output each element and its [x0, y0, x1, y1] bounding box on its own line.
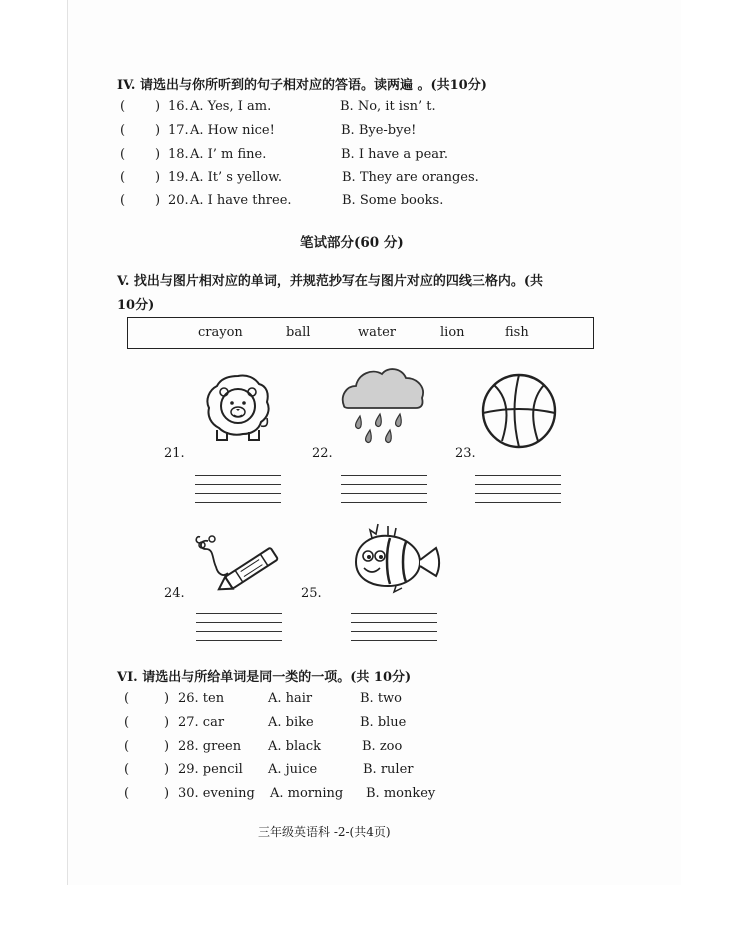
- option-b: B. No, it isn’ t.: [340, 99, 436, 114]
- ball-icon: [480, 373, 558, 449]
- answer-paren-open[interactable]: (: [120, 99, 126, 114]
- picture-number: 23.: [455, 446, 476, 461]
- option-a: A. morning: [270, 786, 344, 801]
- picture-number: 24.: [164, 586, 185, 601]
- option-b: B. ruler: [363, 762, 414, 777]
- answer-paren-open[interactable]: (: [124, 739, 130, 754]
- writing-lines[interactable]: [341, 475, 427, 511]
- option-a: 19.: [168, 170, 189, 185]
- answer-paren-close: ): [164, 691, 170, 706]
- answer-paren-open[interactable]: (: [120, 170, 126, 185]
- option-a-text: A. It’ s yellow.: [190, 170, 282, 185]
- given-word: 27. car: [178, 715, 225, 730]
- answer-paren-open[interactable]: (: [124, 762, 130, 777]
- writing-lines[interactable]: [351, 613, 437, 649]
- answer-paren-close: ): [155, 123, 161, 138]
- answer-paren-open[interactable]: (: [124, 691, 130, 706]
- section5-heading: V. 找出与图片相对应的单词，并规范抄写在与图片对应的四线三格内。(共: [117, 274, 544, 289]
- answer-paren-open[interactable]: (: [124, 715, 130, 730]
- writing-lines[interactable]: [196, 613, 282, 649]
- option-a: 20.: [168, 193, 189, 208]
- option-b: B. Some books.: [342, 193, 444, 208]
- answer-paren-close: ): [164, 762, 170, 777]
- answer-paren-close: ): [164, 786, 170, 801]
- answer-paren-close: ): [155, 99, 161, 114]
- answer-paren-open[interactable]: (: [120, 123, 126, 138]
- answer-paren-close: ): [155, 147, 161, 162]
- word-bank: [127, 317, 594, 349]
- word-bank-item: fish: [505, 325, 529, 340]
- option-b: B. monkey: [366, 786, 436, 801]
- option-b: B. blue: [360, 715, 407, 730]
- option-a: 17.: [168, 123, 189, 138]
- rain-cloud-icon: [340, 366, 426, 448]
- option-a: A. bike: [268, 715, 314, 730]
- option-a: A. hair: [268, 691, 313, 706]
- given-word: 29. pencil: [178, 762, 243, 777]
- option-a-text: A. I’ m fine.: [190, 147, 267, 162]
- fish-icon: [350, 520, 440, 592]
- option-b: B. two: [360, 691, 402, 706]
- word-bank-item: water: [358, 325, 397, 340]
- word-bank-item: crayon: [198, 325, 243, 340]
- option-b: B. I have a pear.: [341, 147, 448, 162]
- picture-number: 22.: [312, 446, 333, 461]
- crayon-icon: [194, 533, 284, 595]
- word-bank-item: ball: [286, 325, 311, 340]
- answer-paren-close: ): [155, 170, 161, 185]
- writing-lines[interactable]: [475, 475, 561, 511]
- answer-paren-open[interactable]: (: [124, 786, 130, 801]
- option-a-text: A. How nice!: [190, 123, 275, 138]
- option-a: A. black: [268, 739, 322, 754]
- option-a: A. juice: [268, 762, 318, 777]
- answer-paren-open[interactable]: (: [120, 147, 126, 162]
- option-a: 16.: [168, 99, 189, 114]
- answer-paren-close: ): [155, 193, 161, 208]
- option-b: B. zoo: [362, 739, 403, 754]
- section6-heading: VI. 请选出与所给单词是同一类的一项。(共 10分): [117, 670, 412, 685]
- picture-number: 21.: [164, 446, 185, 461]
- option-a-text: A. Yes, I am.: [190, 99, 272, 114]
- option-a: 18.: [168, 147, 189, 162]
- writing-lines[interactable]: [195, 475, 281, 511]
- answer-paren-open[interactable]: (: [120, 193, 126, 208]
- section4-heading: IV. 请选出与你所听到的句子相对应的答语。读两遍 。(共10分): [117, 78, 487, 93]
- section5-heading-cont: 10分): [117, 298, 155, 313]
- written-section-title: 笔试部分(60 分): [300, 235, 404, 251]
- answer-paren-close: ): [164, 739, 170, 754]
- answer-paren-close: ): [164, 715, 170, 730]
- given-word: 26. ten: [178, 691, 225, 706]
- option-b: B. Bye-bye!: [341, 123, 417, 138]
- given-word: 28. green: [178, 739, 242, 754]
- option-a-text: A. I have three.: [190, 193, 292, 208]
- word-bank-item: lion: [440, 325, 465, 340]
- option-b: B. They are oranges.: [342, 170, 479, 185]
- lion-icon: [203, 372, 273, 446]
- given-word: 30. evening: [178, 786, 255, 801]
- page-footer: 三年级英语科 -2-(共4页): [258, 825, 391, 839]
- picture-number: 25.: [301, 586, 322, 601]
